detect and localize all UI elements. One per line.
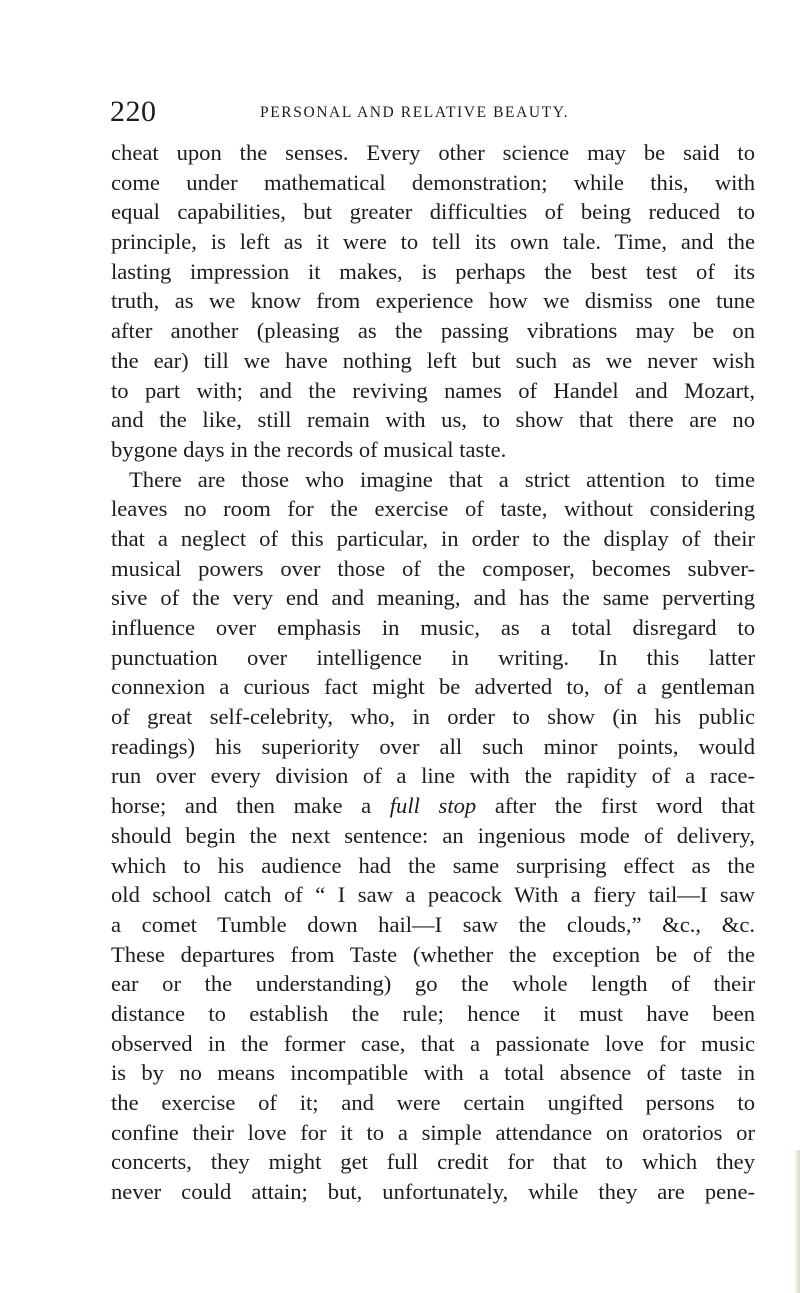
- text-segment: after the first word that: [494, 793, 755, 819]
- text-line: principle, is left as it were to tell its own tale. Time, and the: [111, 229, 755, 255]
- text-line: is by no means incompatible with a total absence of taste in: [111, 1060, 755, 1086]
- page-number: 220: [110, 95, 157, 128]
- text-line: should begin the next sentence: an ingenious mode of delivery,: [111, 822, 755, 848]
- text-line: connexion a curious fact might be adverted to, of a gentleman: [111, 674, 755, 700]
- text-line: a comet Tumble down hail—I saw the clouds,” &c., &c.: [111, 911, 755, 937]
- text-line: cheat upon the senses. Every other science may be said to: [111, 140, 755, 165]
- text-line: influence over emphasis in music, as a total disregard to: [111, 615, 755, 640]
- text-line: observed in the former case, that a passionate love for music: [111, 1030, 755, 1056]
- text-line: come under mathematical demonstration; while this, with: [111, 169, 755, 195]
- paragraph-start-line: There are those who imagine that a strict attention to time: [129, 466, 755, 492]
- text-line: These departures from Taste (whether the exception be of the: [111, 941, 755, 967]
- text-line: equal capabilities, but greater difficulties of being reduced to: [111, 199, 755, 225]
- text-line: to part with; and the reviving names of Handel and Mozart,: [111, 377, 755, 403]
- italic-phrase: full stop: [389, 793, 477, 819]
- text-line: leaves no room for the exercise of taste, without considering: [111, 496, 755, 522]
- page-edge-shadow: [794, 1150, 800, 1293]
- text-line: concerts, they might get full credit for that to which they: [111, 1149, 755, 1175]
- text-line: run over every division of a line with the rapidity of a race-: [111, 763, 755, 789]
- text-segment: bygone days in the records of musical taste.: [111, 436, 507, 462]
- text-line: after another (pleasing as the passing vibrations may be on: [111, 318, 755, 344]
- text-line: musical powers over those of the composer, becomes subver-: [111, 555, 755, 581]
- text-line-with-italic: [111, 791, 755, 821]
- page-header: [110, 92, 750, 132]
- text-line: distance to establish the rule; hence it must have been: [111, 1000, 755, 1026]
- text-line: ear or the understanding) go the whole length of their: [111, 971, 755, 997]
- text-segment: horse; and then make a: [111, 793, 372, 819]
- text-line: truth, as we know from experience how we dismiss one tune: [111, 288, 755, 314]
- text-line: which to his audience had the same surprising effect as the: [111, 852, 755, 878]
- text-line: and the like, still remain with us, to show that there are no: [111, 407, 755, 433]
- text-line: that a neglect of this particular, in order to the display of their: [111, 525, 755, 551]
- text-line: sive of the very end and meaning, and has the same perverting: [111, 585, 755, 611]
- text-line: old school catch of “ I saw a peacock With a fiery tail—I saw: [111, 882, 755, 908]
- text-line: of great self-celebrity, who, in order to show (in his public: [111, 704, 755, 730]
- text-line: never could attain; but, unfortunately, while they are pene-: [111, 1179, 755, 1205]
- text-line: confine their love for it to a simple attendance on oratorios or: [111, 1119, 755, 1145]
- text-line: lasting impression it makes, is perhaps the best test of its: [111, 258, 755, 284]
- text-line: the exercise of it; and were certain ungifted persons to: [111, 1090, 755, 1115]
- text-line: readings) his superiority over all such minor points, would: [111, 733, 755, 759]
- running-head: PERSONAL AND RELATIVE BEAUTY.: [260, 104, 570, 121]
- text-line: punctuation over intelligence in writing. In this latter: [111, 644, 755, 670]
- body-text: [111, 138, 755, 1207]
- text-line: the ear) till we have nothing left but such as we never wish: [111, 347, 755, 373]
- paragraph-end-line: [111, 435, 755, 465]
